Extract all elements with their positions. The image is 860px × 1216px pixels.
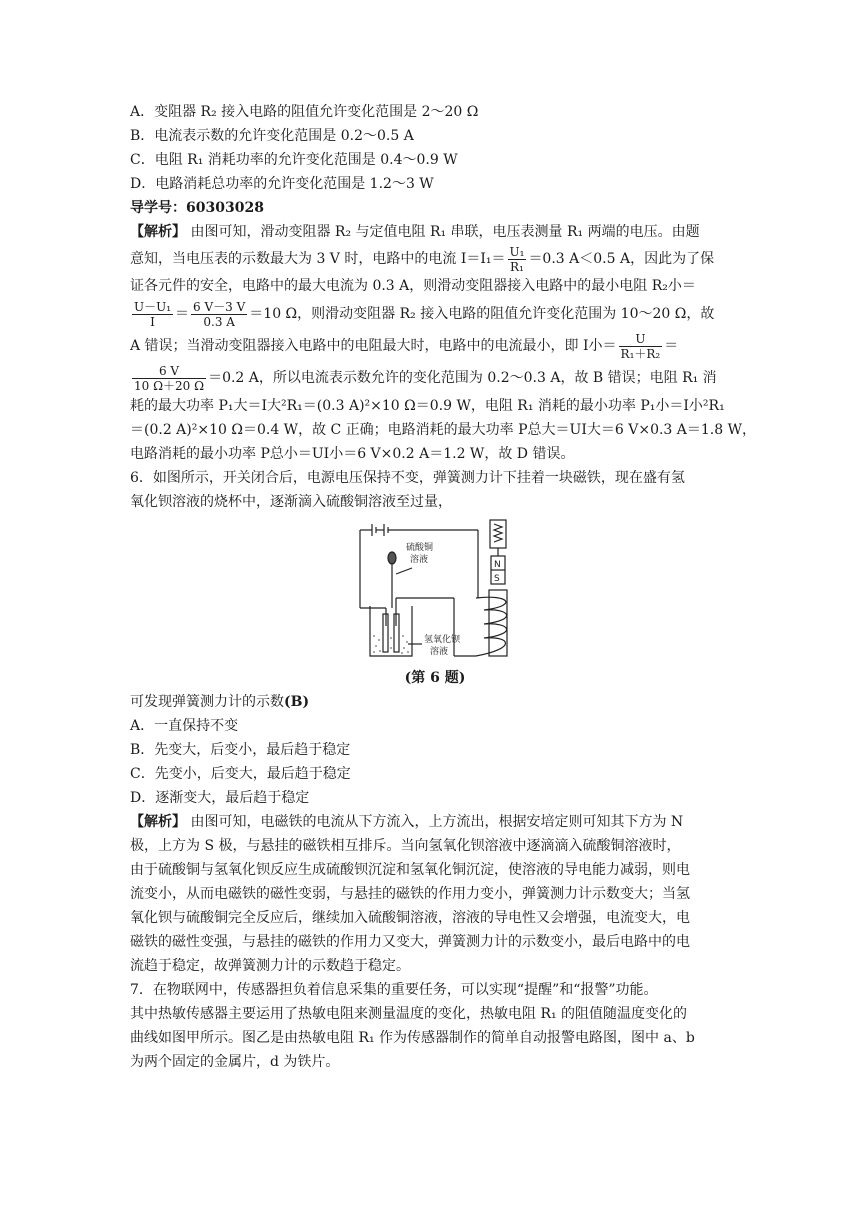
- label-south: S: [494, 574, 500, 584]
- circuit-figure: [130, 518, 740, 666]
- analysis-line-6: $\frac{6 V}{10 \Omega+20 \Omega}$ ＝0.2 A，所以电流表示数允许的变化范围为 0.2～0.3 A，故 B 错误；电阻 R₁ 消: [134, 363, 717, 393]
- q7-line-2: 其中热敏传感器主要运用了热敏电阻来测量温度的变化，热敏电阻 R₁ 的阻值随温度变化的: [130, 1006, 688, 1022]
- analysis-line-4: $\frac{\text{U－U₁}}{I}$ ＝ $\frac{6 V-3 V}{0.3 A}$ ＝10 Ω，则滑动变阻器 R₂ 接入电路的阻值允许变化范围为 10～20 Ω，故: [134, 299, 715, 329]
- q6-analysis-4: 流变小，从而电磁铁的磁性变弱，与悬挂的磁铁的作用力变小，弹簧测力计示数变大；当氢: [130, 886, 690, 902]
- q7-line-4: 为两个固定的金属片，d 为铁片。: [130, 1054, 340, 1070]
- q6-stem-2: 氧化钡溶液的烧杯中，逐渐滴入硫酸铜溶液至过量，: [130, 494, 452, 510]
- q6-analysis-3: 由于硫酸铜与氢氧化钡反应生成硫酸钡沉淀和氢氧化铜沉淀，使溶液的导电能力减弱，则电: [130, 862, 690, 878]
- analysis-line-8: ＝(0.2 A)²×10 Ω＝0.4 W，故 C 正确；电路消耗的最大功率 P总大＝UI大＝6 V×0.3 A＝1.8 W，: [130, 422, 757, 438]
- analysis-label: 【解析】: [130, 814, 186, 830]
- analysis-label: 【解析】: [130, 224, 186, 240]
- circuit-diagram: [350, 518, 520, 666]
- q6-analysis-5: 氧化钡与硫酸铜完全反应后，继续加入硫酸铜溶液，溶液的导电性又会增强，电流变大，电: [130, 910, 690, 926]
- analysis-line-2: 意知，当电压表的示数最大为 3 V 时，电路中的电流 I＝I₁＝ $\frac{\text{U₁}}{\text{R₁}}$ ＝0.3 A＜0.5 A，因此为了保: [130, 244, 715, 274]
- q6-option-d: D．逐渐变大，最后趋于稳定: [130, 790, 310, 806]
- q7-line-1: 7．在物联网中，传感器担负着信息采集的重要任务，可以实现“提醒”和“报警”功能。: [130, 982, 658, 998]
- solution-dots: [373, 635, 409, 654]
- answer: (B): [284, 694, 310, 710]
- label-north: N: [494, 560, 501, 570]
- q6-option-c: C．先变小，后变大，最后趋于稳定: [130, 766, 351, 782]
- coil: [476, 597, 507, 656]
- q6-analysis-2: 极，上方为 S 极，与悬挂的磁铁相互排斥。当向氢氧化钡溶液中逐滴滴入硫酸铜溶液时，: [130, 838, 681, 854]
- analysis-line-1: 【解析】 由图可知，滑动变阻器 R₂ 与定值电阻 R₁ 串联，电压表测量 R₁ 两端的电压。由题: [130, 224, 700, 240]
- q6-option-b: B．先变大，后变小，最后趋于稳定: [130, 742, 351, 758]
- fraction: $\frac{6 V}{10 \Omega+20 \Omega}$: [134, 363, 205, 393]
- fraction: $\frac{U}{\text{R₁＋R₂}}$: [620, 331, 661, 361]
- document-page: [130, 100, 757, 1074]
- q6-stem-3: 可发现弹簧测力计的示数(B): [130, 694, 310, 710]
- option-c: C．电阻 R₁ 消耗功率的允许变化范围是 0.4～0.9 W: [130, 152, 458, 168]
- label-cuso4: 溶液: [410, 555, 429, 565]
- q6-analysis-1: 【解析】 由图可知，电磁铁的电流从下方流入，上方流出，根据安培定则可知其下方为 N: [130, 814, 684, 830]
- q7-line-3: 曲线如图甲所示。图乙是由热敏电阻 R₁ 作为传感器制作的简单自动报警电路图，图中 a、b: [130, 1030, 695, 1046]
- q6-analysis-6: 磁铁的磁性变强，与悬挂的磁铁的作用力又变大，弹簧测力计的示数变小，最后电路中的电: [130, 934, 690, 950]
- fraction: $\frac{\text{U₁}}{\text{R₁}}$: [509, 244, 525, 274]
- figure-caption: (第 6 题): [404, 670, 466, 686]
- label-cuso4: 硫酸铜: [406, 543, 434, 553]
- analysis-line-3: 证各元件的安全，电路中的最大电流为 0.3 A，则滑动变阻器接入电路中的最小电阻 R₂小＝: [130, 278, 696, 294]
- q6-analysis-7: 流趋于稳定，故弹簧测力计的示数趋于稳定。: [130, 958, 410, 974]
- label-baoh: 氢氧化钡: [424, 635, 461, 645]
- option-a: A．变阻器 R₂ 接入电路的阻值允许变化范围是 2～20 Ω: [130, 104, 479, 120]
- option-b: B．电流表示数的允许变化范围是 0.2～0.5 A: [130, 128, 414, 144]
- fraction: $\frac{6 V-3 V}{0.3 A}$: [193, 299, 246, 329]
- fraction: $\frac{\text{U－U₁}}{I}$: [134, 299, 172, 329]
- analysis-line-5: A 错误；当滑动变阻器接入电路中的电阻最大时，电路中的电流最小，即 I小＝ $\frac{U}{\text{R₁＋R₂}}$ ＝: [130, 331, 679, 361]
- label-baoh: 溶液: [430, 647, 449, 657]
- option-d: D．电路消耗总功率的允许变化范围是 1.2～3 W: [130, 176, 434, 192]
- analysis-line-7: 耗的最大功率 P₁大＝I大²R₁＝(0.3 A)²×10 Ω＝0.9 W，电阻 R₁ 消耗的最小功率 P₁小＝I小²R₁: [130, 398, 725, 414]
- guide-number: 导学号：60303028: [130, 200, 264, 216]
- q6-option-a: A．一直保持不变: [130, 718, 239, 734]
- q6-stem-1: 6．如图所示，开关闭合后，电源电压保持不变，弹簧测力计下挂着一块磁铁，现在盛有氢: [130, 470, 685, 486]
- analysis-line-9: 电路消耗的最小功率 P总小＝UI小＝6 V×0.2 A＝1.2 W，故 D 错误。: [130, 446, 575, 462]
